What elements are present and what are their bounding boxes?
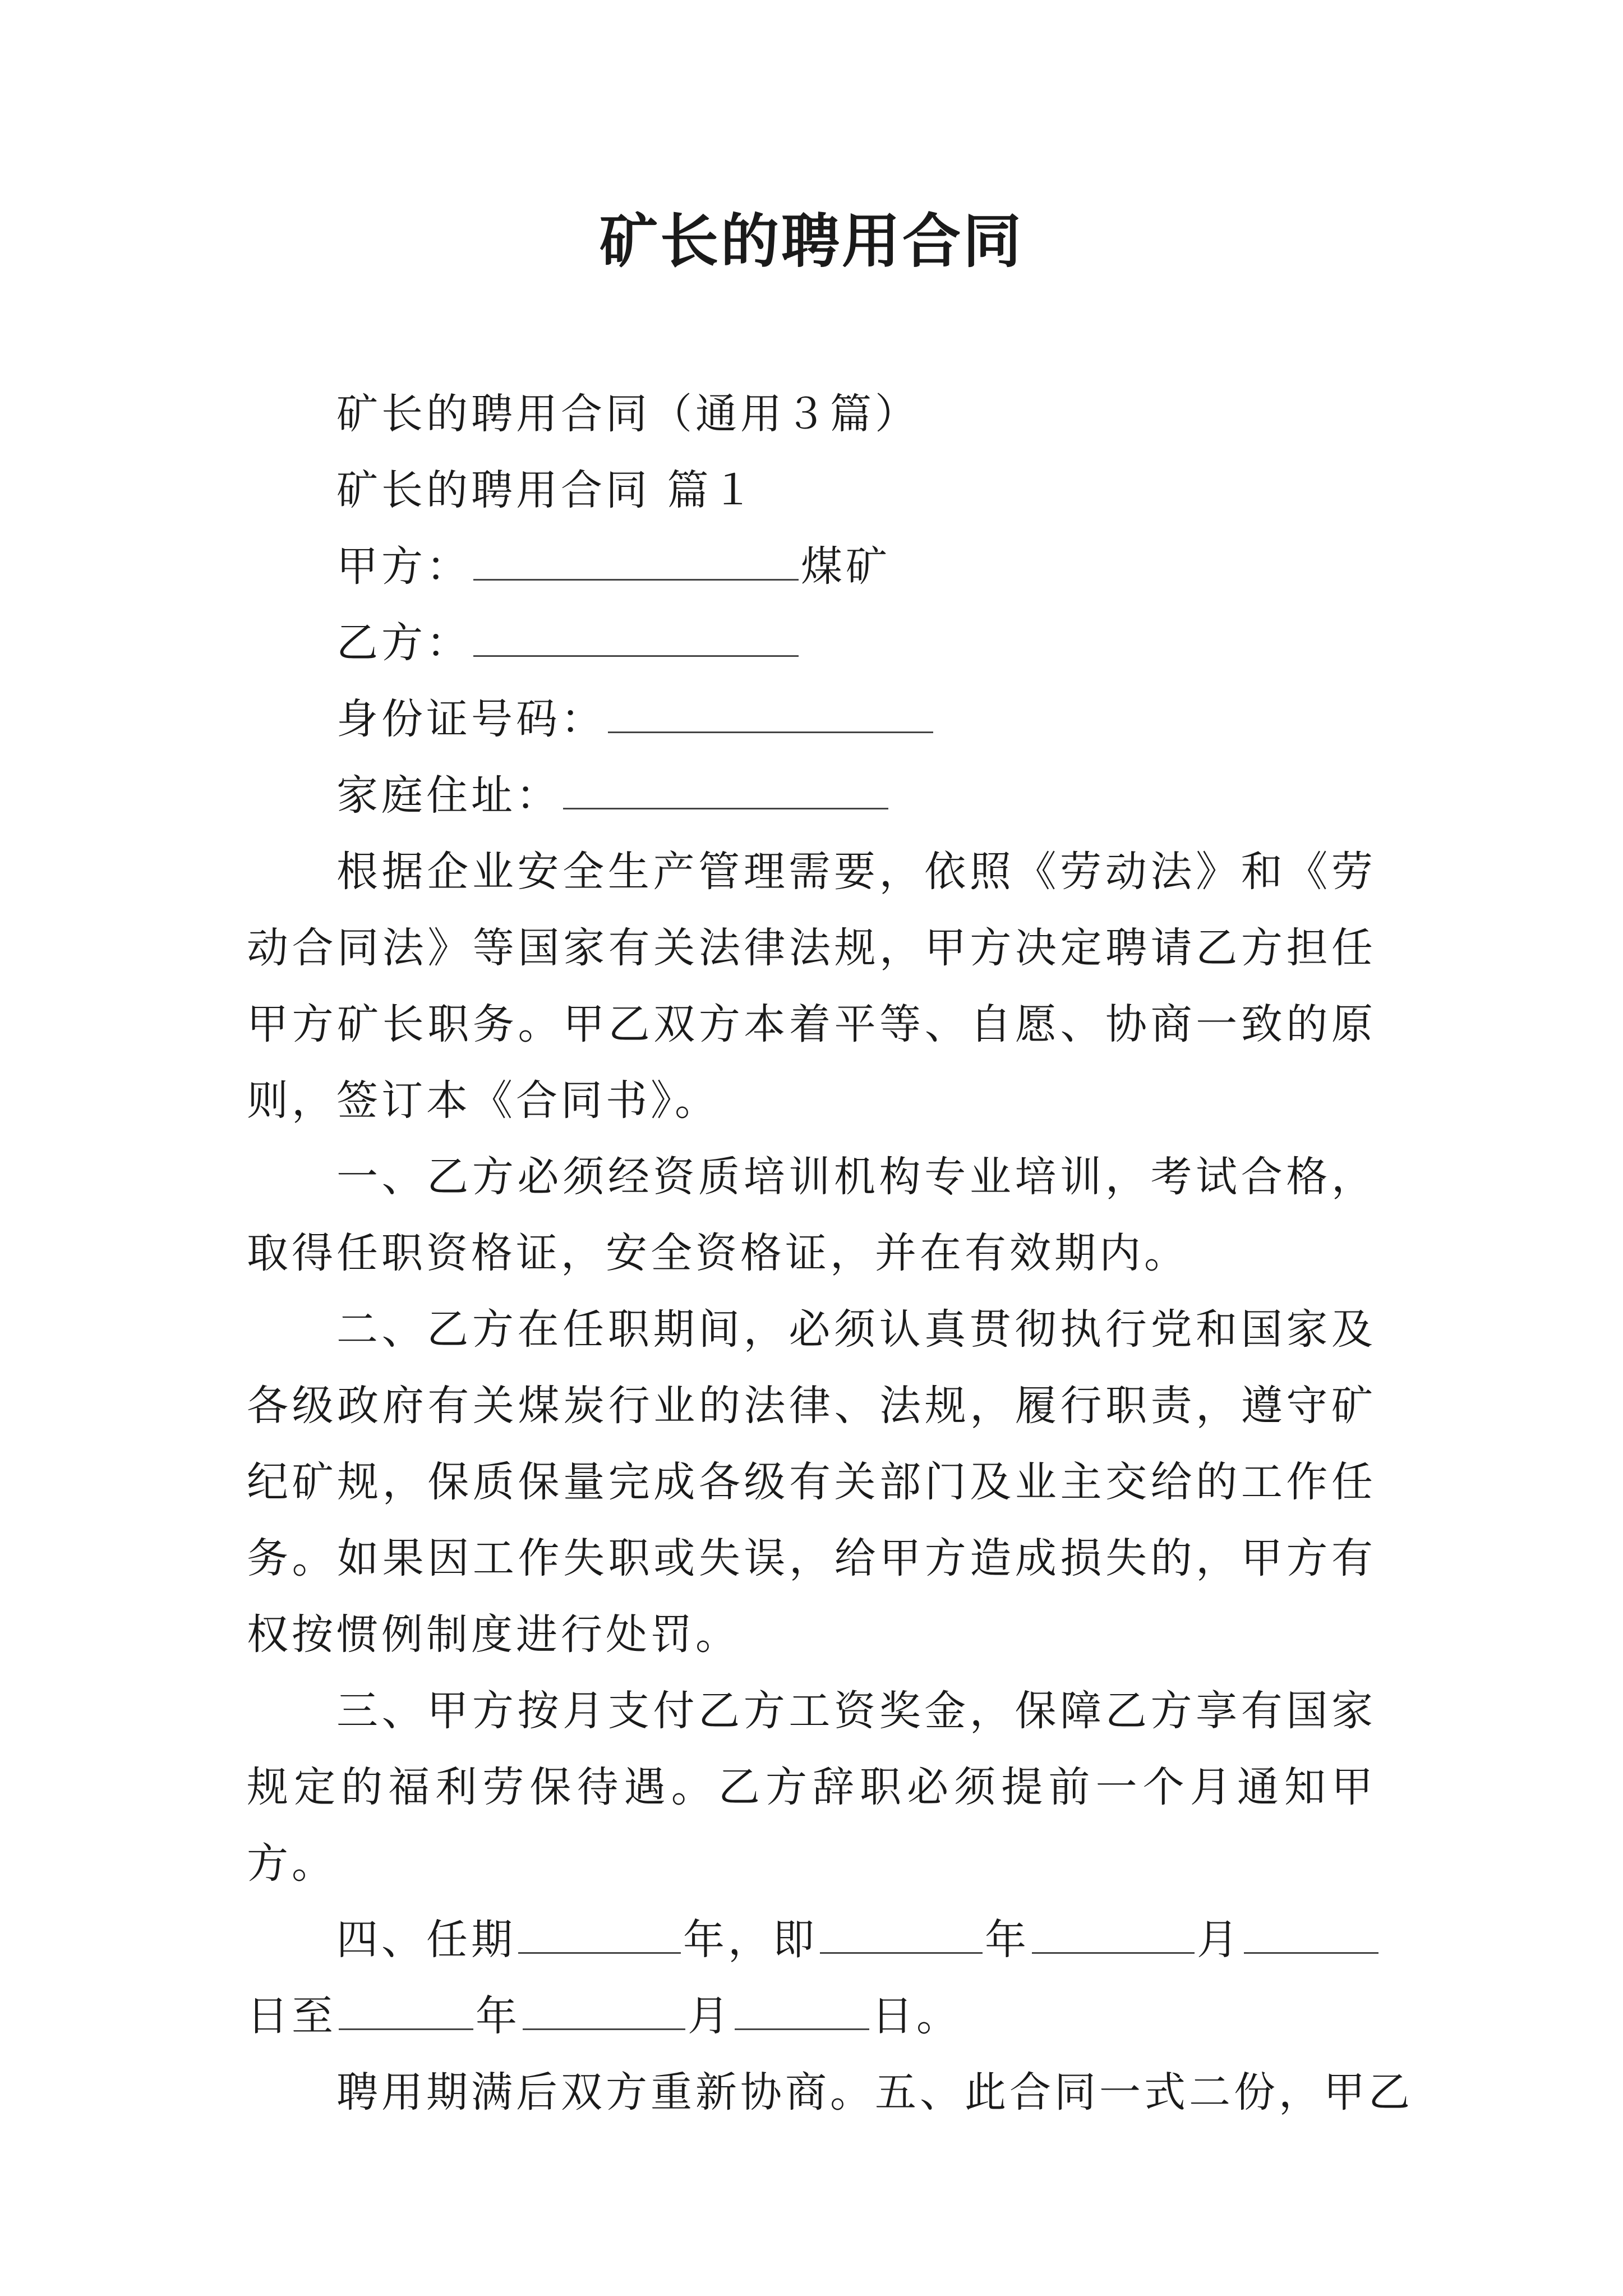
field-label: 乙方： [336, 619, 471, 667]
paragraph-clause-3: 三、甲方按月支付乙方工资奖金，保障乙方享有国家规定的福利劳保待遇。乙方辞职必须提前一个月通知甲方。 [247, 1687, 1376, 1888]
fill-in-blank[interactable] [608, 681, 933, 733]
paragraph-intro: 根据企业安全生产管理需要，依照《劳动法》和《劳动合同法》等国家有关法律法规，甲方决定聘请乙方担任甲方矿长职务。甲乙双方本着平等、自愿、协商一致的原则，签订本《合同书》。 [247, 848, 1376, 1125]
section-heading: 矿长的聘用合同 篇１ [336, 466, 757, 514]
fill-in-blank[interactable] [473, 528, 799, 581]
paragraph-last: 聘用期满后双方重新协商。五、此合同一式二份，甲乙 [336, 2068, 1413, 2116]
term-text: 年 [985, 1916, 1030, 1964]
fill-in-blank[interactable] [1032, 1902, 1195, 1954]
document-body [247, 376, 1413, 2131]
fill-in-blank[interactable] [563, 757, 888, 809]
fill-in-blank[interactable] [820, 1902, 983, 1954]
field-home-address [247, 757, 1376, 834]
term-text: 年 [476, 1992, 520, 2040]
term-text: 月 [688, 1992, 732, 2040]
field-label: 甲方： [336, 542, 471, 591]
field-label: 身份证号码： [336, 695, 606, 743]
paragraph-clause-2: 二、乙方在任职期间，必须认真贯彻执行党和国家及各级政府有关煤炭行业的法律、法规，履行职责，遵守矿纪矿规，保质保量完成各级有关部门及业主交给的工作任务。如果因工作失职或失误，给甲方造成损失的，甲方有权按惯例制度进行处罚。 [247, 1305, 1376, 1659]
term-line-2 [247, 1978, 1376, 2054]
paragraph-clause-1: 一、乙方必须经资质培训机构专业培训，考试合格，取得任职资格证，安全资格证，并在有效期内。 [247, 1153, 1376, 1277]
field-id-number [247, 681, 1376, 757]
fill-in-blank[interactable] [518, 1902, 681, 1954]
term-text: 日至 [247, 1992, 336, 2040]
term-line-1 [247, 1902, 1376, 1978]
field-party-a [247, 528, 1376, 605]
term-text: 月 [1197, 1916, 1242, 1964]
term-text: 年，即 [683, 1916, 818, 1964]
term-text: 日。 [872, 1992, 961, 2040]
fill-in-blank[interactable] [473, 605, 799, 657]
document-subtitle: 矿长的聘用合同（通用３篇） [336, 390, 920, 438]
field-label: 家庭住址： [336, 771, 561, 820]
field-suffix: 煤矿 [801, 542, 891, 591]
fill-in-blank[interactable] [339, 1978, 473, 2030]
term-text: 四、任期 [336, 1916, 516, 1964]
field-party-b [247, 605, 1376, 681]
fill-in-blank[interactable] [523, 1978, 685, 2030]
document-title: 矿长的聘用合同 [599, 206, 1023, 275]
fill-in-blank[interactable] [1244, 1902, 1378, 1954]
fill-in-blank[interactable] [735, 1978, 869, 2030]
